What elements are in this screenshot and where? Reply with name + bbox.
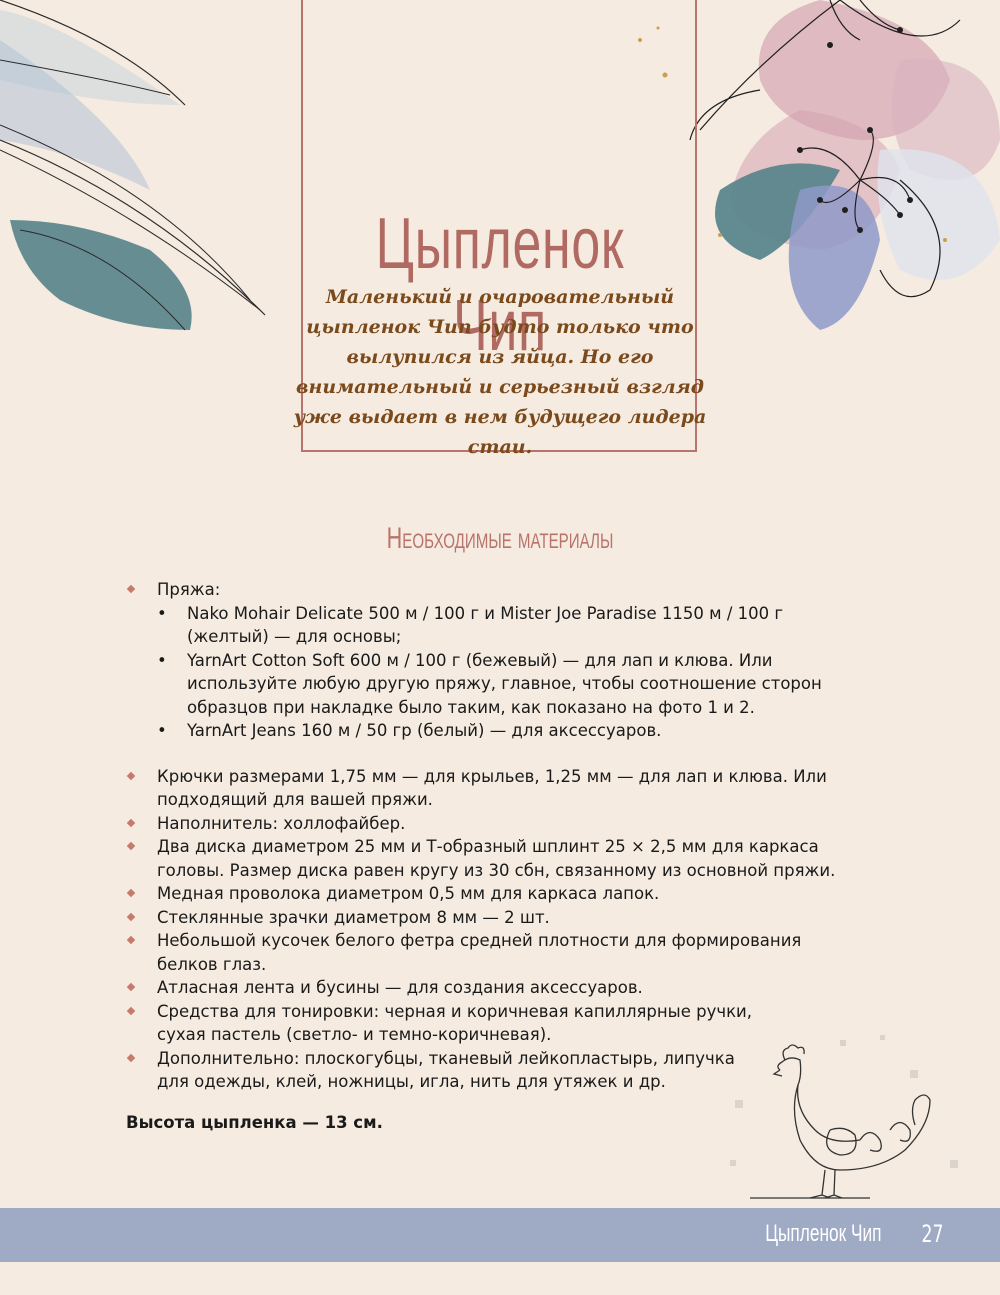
yarn-sublist	[157, 602, 866, 743]
bullet-diamond-icon	[127, 1053, 135, 1061]
list-item: Наполнитель: холлофайбер.	[126, 812, 866, 836]
page-title: Цыпленок Чип	[375, 204, 625, 367]
list-item: Медная проволока диаметром 0,5 мм для каркаса лапок.	[126, 882, 866, 906]
list-item: Два диска диаметром 25 мм и Т-образный шплинт 25 × 2,5 мм для каркаса головы. Размер диска равен кругу из 30 сбн, связанному из основной пряжи.	[126, 835, 866, 882]
bullet-diamond-icon	[127, 842, 135, 850]
bullet-diamond-icon	[127, 585, 135, 593]
bullet-diamond-icon	[127, 983, 135, 991]
bullet-diamond-icon	[127, 1006, 135, 1014]
bullet-diamond-icon	[127, 936, 135, 944]
list-item: Небольшой кусочек белого фетра средней плотности для формирования белков глаз.	[126, 929, 866, 976]
hen-illustration	[730, 1030, 970, 1210]
height-note: Высота цыпленка — 13 см.	[126, 1113, 383, 1132]
sub-list-item: • Nako Mohair Delicate 500 м / 100 г и Mister Joe Paradise 1150 м / 100 г (желтый) — для основы;	[157, 603, 784, 646]
list-item: Стеклянные зрачки диаметром 8 мм — 2 шт.	[126, 906, 866, 930]
sub-list-item: • YarnArt Cotton Soft 600 м / 100 г (бежевый) — для лап и клюва. Или используйте любую другую пряжу, главное, чтобы соотношение сторон образцов при накладке было таким, как показано на фото 1 и 2.	[157, 650, 822, 717]
bullet-dot-icon: •	[157, 650, 167, 670]
list-item: Атласная лента и бусины — для создания аксессуаров.	[126, 976, 866, 1000]
bullet-diamond-icon	[127, 818, 135, 826]
list-item: Крючки размерами 1,75 мм — для крыльев, 1,25 мм — для лап и клюва. Или подходящий для вашей пряжи.	[126, 765, 866, 812]
bullet-dot-icon: •	[157, 603, 167, 623]
bullet-diamond-icon	[127, 771, 135, 779]
page-number: 27	[922, 1220, 944, 1248]
section-title: Необходимые материалы	[386, 522, 614, 555]
bullet-dot-icon: •	[157, 721, 167, 740]
yarn-label: Пряжа:	[157, 580, 221, 599]
sub-list-item: • YarnArt Jeans 160 м / 50 гр (белый) — для аксессуаров.	[157, 719, 866, 743]
intro-text: Маленький и очаровательный цыпленок Чип будто только что вылупился из яйца. Но его внимательный и серьезный взгляд уже выдает в нем будущего лидера стаи.	[293, 286, 707, 458]
materials-list	[126, 578, 866, 1094]
list-item	[126, 578, 866, 743]
bullet-diamond-icon	[127, 912, 135, 920]
list-item: Дополнительно: плоскогубцы, тканевый лейкопластырь, липучка для одежды, клей, ножницы, игла, нить для утяжек и др.	[126, 1047, 757, 1094]
footer-title: Цыпленок Чип	[765, 1220, 882, 1247]
list-item: Средства для тонировки: черная и коричневая капиллярные ручки, сухая пастель (светло- и темно-коричневая).	[126, 1000, 757, 1047]
spacer	[126, 743, 866, 765]
footer-bar	[0, 1208, 1000, 1262]
bullet-diamond-icon	[127, 889, 135, 897]
